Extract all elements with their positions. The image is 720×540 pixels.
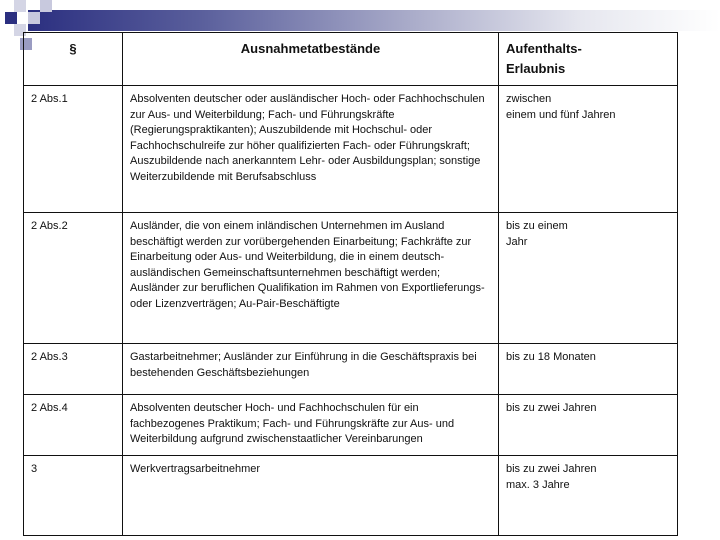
table-row [24,456,678,536]
cell-permit: bis zu einem Jahr [499,213,678,344]
header-permit: Aufenthalts- Erlaubnis [499,33,678,86]
cell-permit: zwischen einem und fünf Jahren [499,86,678,213]
table-header-row [24,33,678,86]
title-gradient-band [28,10,720,31]
cell-permit: bis zu zwei Jahren max. 3 Jahre [499,456,678,536]
header-cases: Ausnahmetatbestände [123,33,499,86]
cell-section: 2 Abs.4 [24,395,123,456]
table-row [24,86,678,213]
cell-section: 2 Abs.1 [24,86,123,213]
exceptions-table [23,32,678,536]
cell-permit: bis zu zwei Jahren [499,395,678,456]
cell-cases: Absolventen deutscher Hoch- und Fachhochschulen für ein fachbezogenes Praktikum; Fach- und Führungskräfte zur Aus- und Weiterbildung aufgrund zwischenstaatlicher Vereinbarungen [123,395,499,456]
cell-cases: Gastarbeitnehmer; Ausländer zur Einführung in die Geschäftspraxis bei bestehenden Geschäftsbeziehungen [123,344,499,395]
cell-cases: Werkvertragsarbeitnehmer [123,456,499,536]
table-row [24,395,678,456]
cell-section: 3 [24,456,123,536]
cell-section: 2 Abs.3 [24,344,123,395]
cell-section: 2 Abs.2 [24,213,123,344]
table-row [24,213,678,344]
cell-cases: Absolventen deutscher oder ausländischer Hoch- oder Fachhochschulen zur Aus- und Weiterbildung; Fach- und Führungskräfte (Regierungspraktikanten); Auszubildende mit Hochschul- oder Fachhochschulreife zur höher qualifizierten Fach- oder Führungskraft; Auszubildende nach anerkanntem Lehr- oder Ausbildungsplan; sonstige Weiterzubildende mit Berufsabschluss [123,86,499,213]
header-section: § [24,33,123,86]
cell-permit: bis zu 18 Monaten [499,344,678,395]
cell-cases: Ausländer, die von einem inländischen Unternehmen im Ausland beschäftigt werden zur vorübergehenden Einarbeitung; Fachkräfte zur Einarbeitung oder Aus- und Weiterbildung, die in einem deutsch-ausländischen Gemeinschaftsunternehmen beschäftigt werden; Ausländer zur beruflichen Qualifikation im Rahmen von Exportlieferungs- oder Lizenzverträgen; Au-Pair-Beschäftigte [123,213,499,344]
table-row [24,344,678,395]
